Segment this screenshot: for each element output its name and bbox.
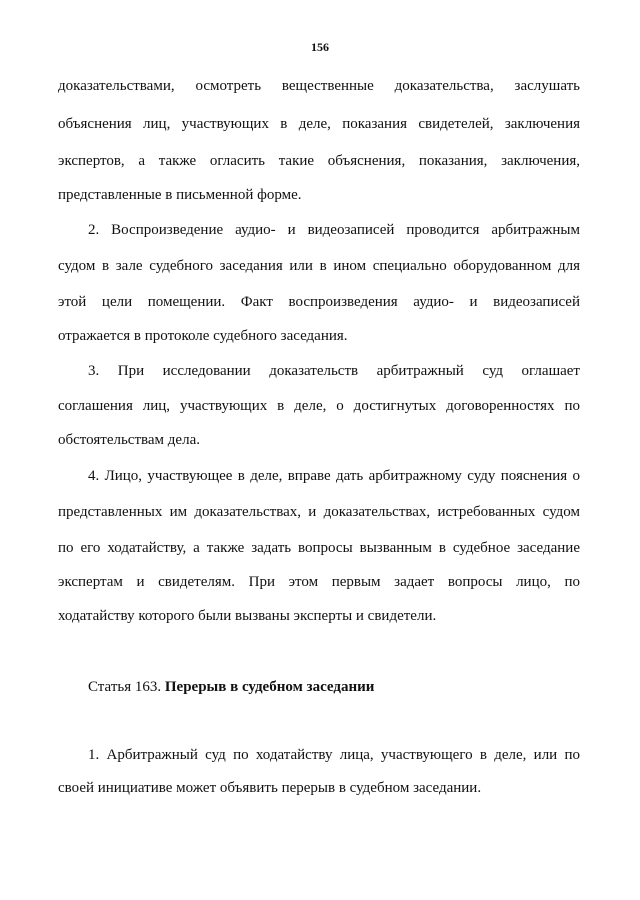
text-line: экспертам и свидетелям. При этом первым задает вопросы лицо, по [58,574,580,590]
text-line: экспертов, а также огласить такие объяснения, показания, заключения, [58,153,580,169]
text-line: объяснения лиц, участвующих в деле, показания свидетелей, заключения [58,116,580,132]
text-line: по его ходатайству, а также задать вопросы вызванным в судебное заседание [58,540,580,556]
text-line: 3. При исследовании доказательств арбитражный суд оглашает [88,363,580,379]
text-line: обстоятельствам дела. [58,432,200,448]
page-number: 156 [311,40,329,54]
text-line: отражается в протоколе судебного заседания. [58,328,348,344]
text-line: ходатайству которого были вызваны эксперты и свидетели. [58,608,437,624]
text-line: судом в зале судебного заседания или в ином специально оборудованном для [58,258,580,274]
text-line: представленных им доказательствах, и доказательствах, истребованных судом [58,504,580,520]
article-heading [88,677,374,697]
text-line: этой цели помещении. Факт воспроизведения аудио- и видеозаписей [58,294,580,310]
article-title: Перерыв в судебном заседании [164,679,375,695]
text-line: своей инициативе может объявить перерыв в судебном заседании. [58,780,482,796]
text-line: 2. Воспроизведение аудио- и видеозаписей проводится арбитражным [88,222,580,238]
text-line: представленные в письменной форме. [58,187,302,203]
text-line: соглашения лиц, участвующих в деле, о достигнутых договоренностях по [58,398,580,414]
article-prefix: Статья 163. [88,679,162,695]
text-line: 4. Лицо, участвующее в деле, вправе дать арбитражному суду пояснения о [88,468,580,484]
text-line: доказательствами, осмотреть вещественные доказательства, заслушать [58,78,580,94]
text-line: 1. Арбитражный суд по ходатайству лица, участвующего в деле, или по [88,747,580,763]
